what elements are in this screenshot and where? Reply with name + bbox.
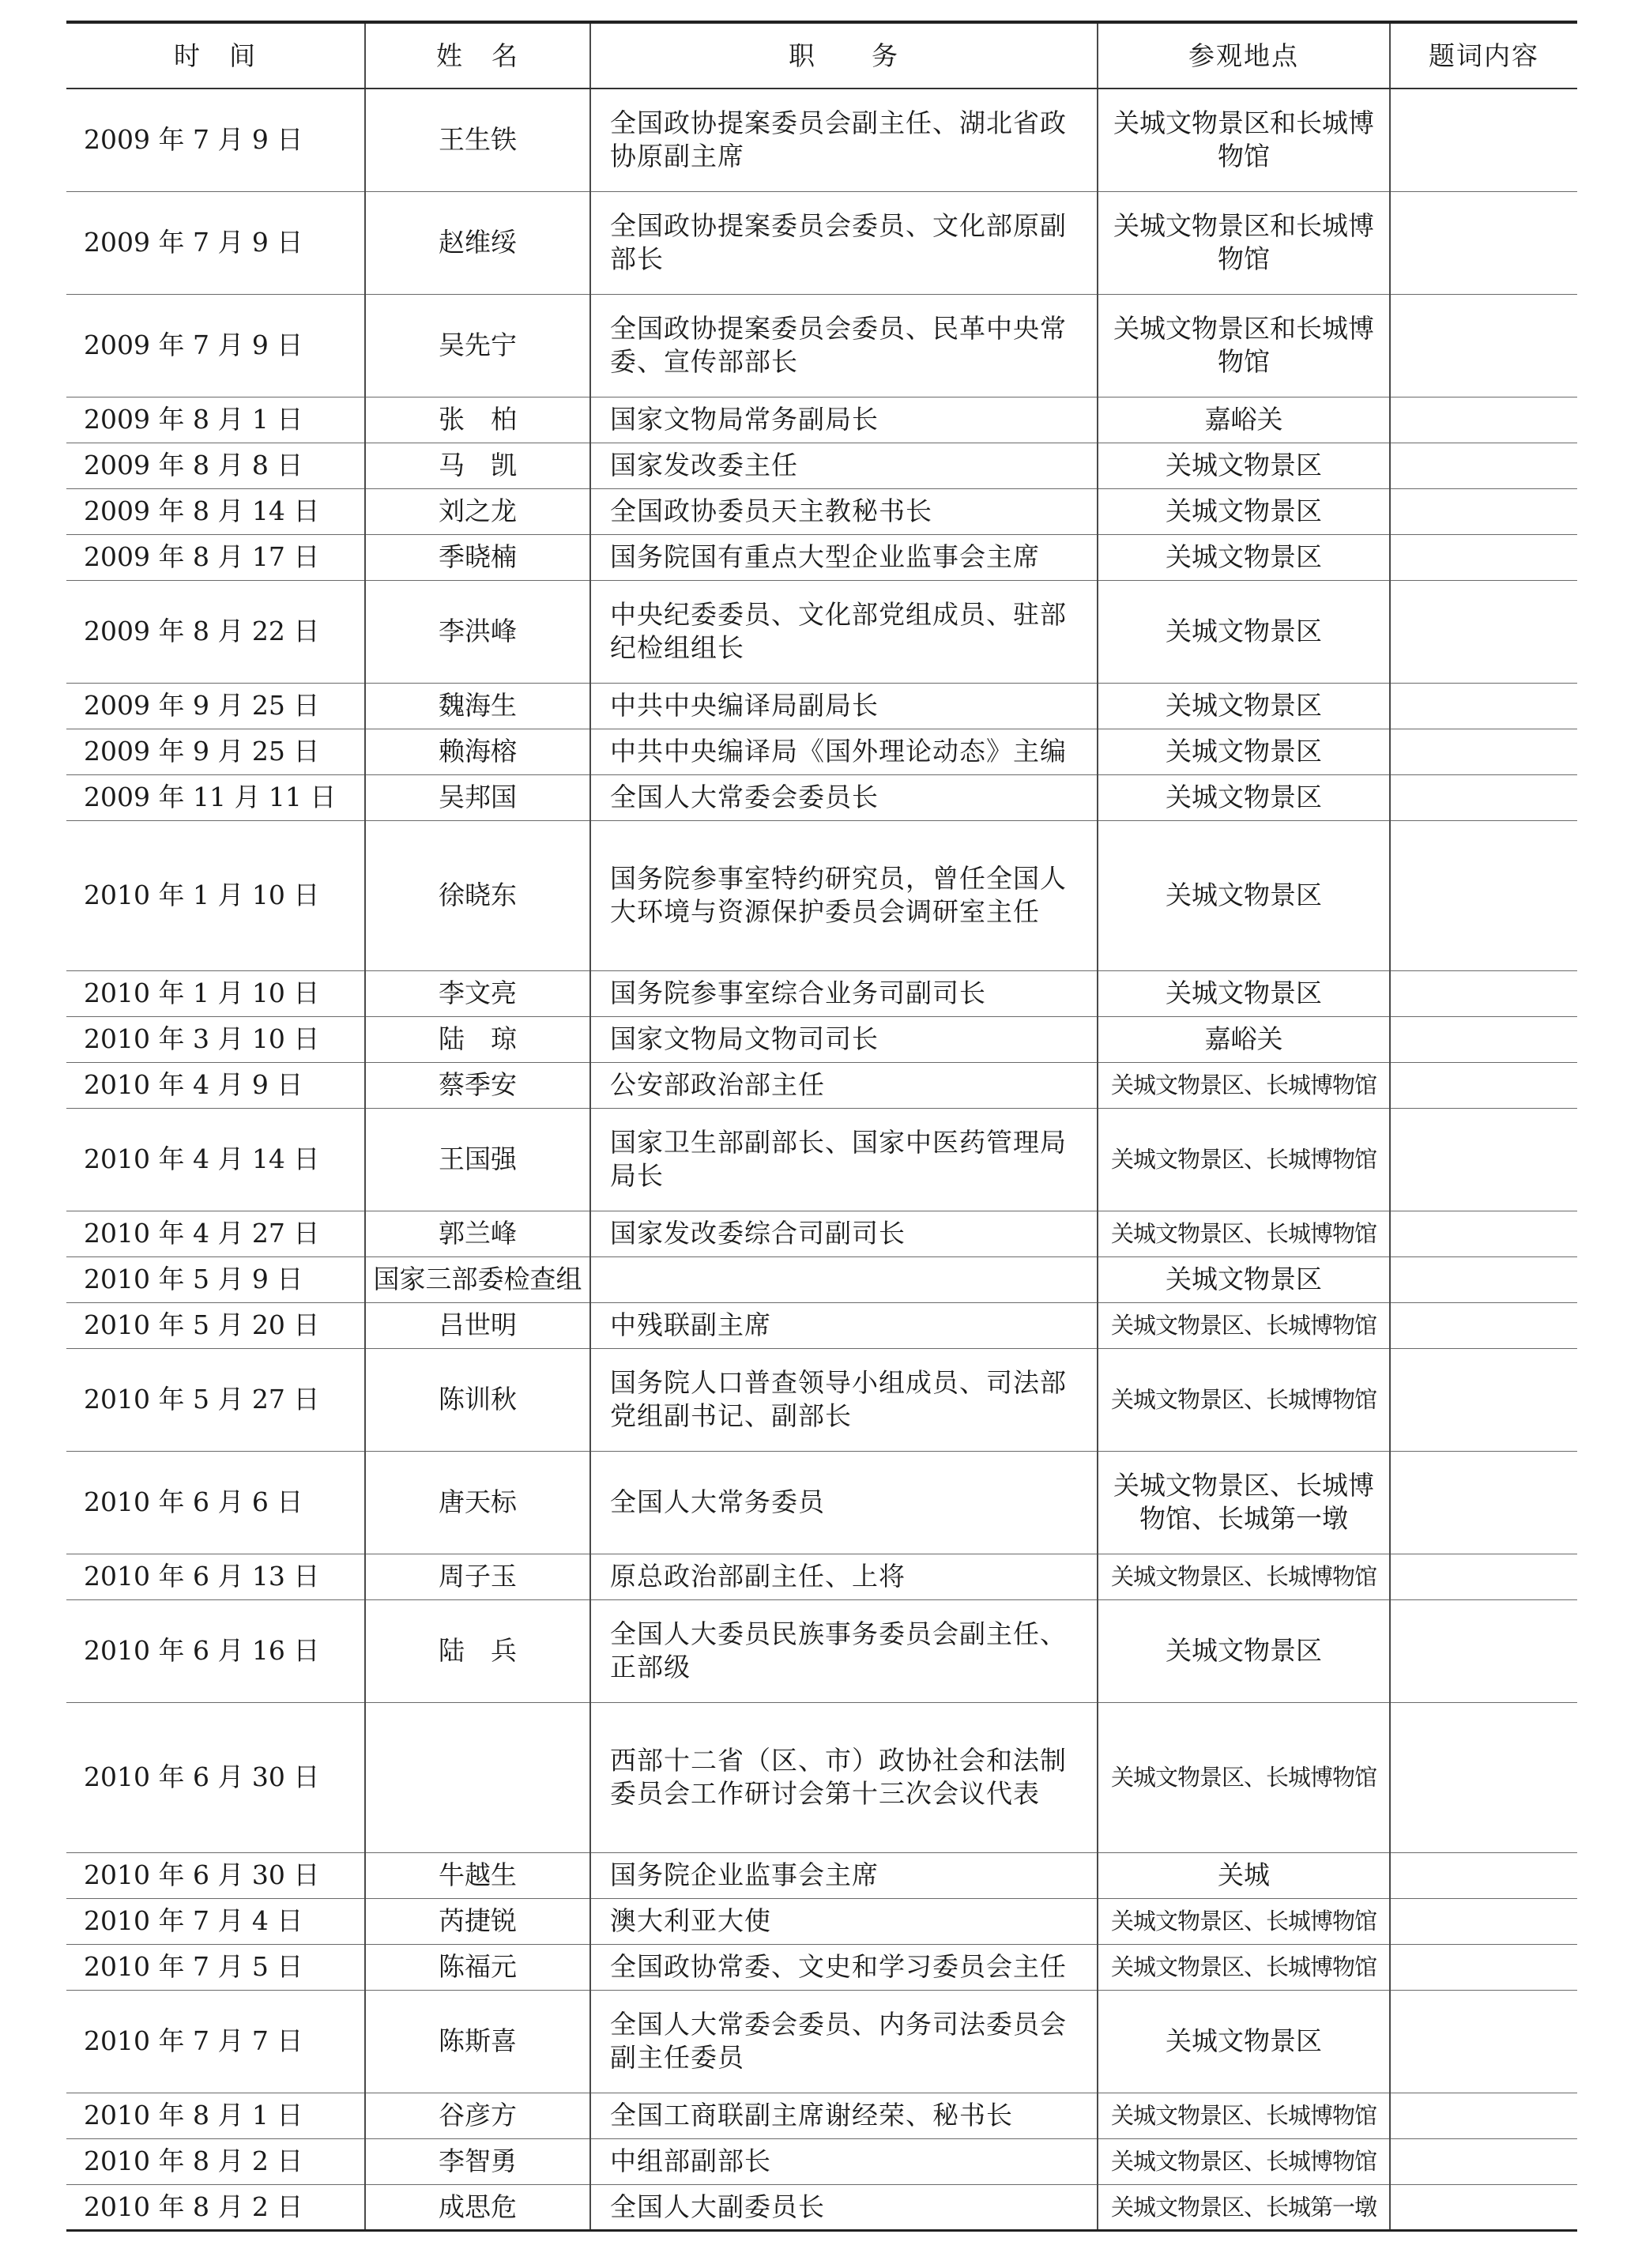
table-row bbox=[66, 1211, 1577, 1256]
cell-date: 2010 年 5 月 27 日 bbox=[66, 1348, 365, 1451]
cell-name: 赖海榕 bbox=[365, 729, 590, 774]
cell-name: 吴先宁 bbox=[365, 294, 590, 397]
cell-inscription bbox=[1390, 820, 1577, 970]
cell-name: 陈福元 bbox=[365, 1944, 590, 1990]
cell-inscription bbox=[1390, 191, 1577, 294]
cell-inscription bbox=[1390, 2184, 1577, 2230]
cell-inscription bbox=[1390, 1702, 1577, 1852]
table-row bbox=[66, 1451, 1577, 1554]
table-row bbox=[66, 729, 1577, 774]
table-row bbox=[66, 1016, 1577, 1062]
cell-place: 关城文物景区 bbox=[1098, 970, 1390, 1016]
cell-place: 关城文物景区 bbox=[1098, 488, 1390, 534]
header-position: 职 务 bbox=[590, 22, 1098, 89]
cell-date: 2009 年 8 月 1 日 bbox=[66, 397, 365, 443]
cell-date: 2010 年 7 月 4 日 bbox=[66, 1898, 365, 1944]
cell-position: 中共中央编译局副局长 bbox=[590, 683, 1098, 729]
cell-place: 关城文物景区 bbox=[1098, 1990, 1390, 2093]
cell-inscription bbox=[1390, 2093, 1577, 2138]
cell-name: 陆 兵 bbox=[365, 1599, 590, 1702]
cell-place: 关城文物景区 bbox=[1098, 1256, 1390, 1302]
cell-date: 2010 年 7 月 7 日 bbox=[66, 1990, 365, 2093]
cell-name: 成思危 bbox=[365, 2184, 590, 2230]
cell-inscription bbox=[1390, 1944, 1577, 1990]
table-row bbox=[66, 1599, 1577, 1702]
cell-inscription bbox=[1390, 683, 1577, 729]
header-time: 时 间 bbox=[66, 22, 365, 89]
cell-date: 2009 年 8 月 22 日 bbox=[66, 580, 365, 683]
cell-inscription bbox=[1390, 1852, 1577, 1898]
table-header bbox=[66, 22, 1577, 89]
cell-date: 2010 年 5 月 9 日 bbox=[66, 1256, 365, 1302]
cell-position: 公安部政治部主任 bbox=[590, 1062, 1098, 1108]
cell-date: 2010 年 6 月 16 日 bbox=[66, 1599, 365, 1702]
cell-name: 徐晓东 bbox=[365, 820, 590, 970]
cell-name bbox=[365, 1702, 590, 1852]
cell-date: 2010 年 4 月 9 日 bbox=[66, 1062, 365, 1108]
cell-inscription bbox=[1390, 1599, 1577, 1702]
cell-position: 国家文物局常务副局长 bbox=[590, 397, 1098, 443]
cell-date: 2010 年 6 月 30 日 bbox=[66, 1852, 365, 1898]
table-row bbox=[66, 820, 1577, 970]
cell-date: 2009 年 11 月 11 日 bbox=[66, 774, 365, 820]
cell-position: 全国政协委员天主教秘书长 bbox=[590, 488, 1098, 534]
cell-position: 中组部副部长 bbox=[590, 2138, 1098, 2184]
cell-inscription bbox=[1390, 1211, 1577, 1256]
cell-place: 关城文物景区 bbox=[1098, 580, 1390, 683]
cell-date: 2010 年 4 月 14 日 bbox=[66, 1108, 365, 1211]
table-body bbox=[66, 89, 1577, 2230]
table-row bbox=[66, 1702, 1577, 1852]
cell-inscription bbox=[1390, 1108, 1577, 1211]
document-page bbox=[66, 21, 1577, 2232]
cell-position: 中央纪委委员、文化部党组成员、驻部纪检组组长 bbox=[590, 580, 1098, 683]
cell-position: 国务院人口普查领导小组成员、司法部党组副书记、副部长 bbox=[590, 1348, 1098, 1451]
cell-position: 中共中央编译局《国外理论动态》主编 bbox=[590, 729, 1098, 774]
cell-name: 赵维绥 bbox=[365, 191, 590, 294]
cell-place: 关城文物景区、长城博物馆 bbox=[1098, 1702, 1390, 1852]
cell-position: 国家发改委主任 bbox=[590, 443, 1098, 488]
table-row bbox=[66, 89, 1577, 191]
cell-inscription bbox=[1390, 1016, 1577, 1062]
table-row bbox=[66, 580, 1577, 683]
cell-inscription bbox=[1390, 443, 1577, 488]
table-row bbox=[66, 1302, 1577, 1348]
table-row bbox=[66, 191, 1577, 294]
cell-position: 国务院国有重点大型企业监事会主席 bbox=[590, 534, 1098, 580]
table-row bbox=[66, 970, 1577, 1016]
cell-place: 嘉峪关 bbox=[1098, 1016, 1390, 1062]
cell-name: 陆 琼 bbox=[365, 1016, 590, 1062]
header-place: 参观地点 bbox=[1098, 22, 1390, 89]
cell-name: 李文亮 bbox=[365, 970, 590, 1016]
cell-place: 关城文物景区、长城博物馆 bbox=[1098, 1108, 1390, 1211]
cell-place: 关城文物景区、长城博物馆 bbox=[1098, 1302, 1390, 1348]
cell-name: 芮捷锐 bbox=[365, 1898, 590, 1944]
cell-name: 唐天标 bbox=[365, 1451, 590, 1554]
table-row bbox=[66, 1554, 1577, 1599]
table-row bbox=[66, 1348, 1577, 1451]
table-row bbox=[66, 1062, 1577, 1108]
cell-place: 关城文物景区、长城博物馆 bbox=[1098, 1211, 1390, 1256]
cell-inscription bbox=[1390, 774, 1577, 820]
cell-position: 全国人大委员民族事务委员会副主任、正部级 bbox=[590, 1599, 1098, 1702]
cell-name: 魏海生 bbox=[365, 683, 590, 729]
cell-place: 关城文物景区 bbox=[1098, 1599, 1390, 1702]
cell-name: 周子玉 bbox=[365, 1554, 590, 1599]
cell-date: 2010 年 1 月 10 日 bbox=[66, 820, 365, 970]
table-row bbox=[66, 1944, 1577, 1990]
cell-date: 2010 年 8 月 2 日 bbox=[66, 2184, 365, 2230]
cell-name: 季晓楠 bbox=[365, 534, 590, 580]
cell-position: 全国工商联副主席谢经荣、秘书长 bbox=[590, 2093, 1098, 2138]
cell-place: 关城文物景区 bbox=[1098, 534, 1390, 580]
cell-position bbox=[590, 1256, 1098, 1302]
table-row bbox=[66, 1256, 1577, 1302]
cell-date: 2009 年 9 月 25 日 bbox=[66, 683, 365, 729]
cell-place: 关城文物景区、长城第一墩 bbox=[1098, 2184, 1390, 2230]
cell-place: 关城文物景区、长城博物馆、长城第一墩 bbox=[1098, 1451, 1390, 1554]
cell-date: 2010 年 5 月 20 日 bbox=[66, 1302, 365, 1348]
cell-name: 郭兰峰 bbox=[365, 1211, 590, 1256]
cell-name: 李洪峰 bbox=[365, 580, 590, 683]
cell-place: 关城文物景区和长城博物馆 bbox=[1098, 294, 1390, 397]
cell-position: 国务院企业监事会主席 bbox=[590, 1852, 1098, 1898]
cell-position: 澳大利亚大使 bbox=[590, 1898, 1098, 1944]
cell-date: 2010 年 3 月 10 日 bbox=[66, 1016, 365, 1062]
cell-name: 国家三部委检查组 bbox=[365, 1256, 590, 1302]
cell-name: 谷彦方 bbox=[365, 2093, 590, 2138]
table-row bbox=[66, 1852, 1577, 1898]
cell-date: 2010 年 6 月 30 日 bbox=[66, 1702, 365, 1852]
cell-inscription bbox=[1390, 1256, 1577, 1302]
cell-inscription bbox=[1390, 488, 1577, 534]
cell-place: 嘉峪关 bbox=[1098, 397, 1390, 443]
cell-position: 原总政治部副主任、上将 bbox=[590, 1554, 1098, 1599]
table-row bbox=[66, 1898, 1577, 1944]
cell-name: 吕世明 bbox=[365, 1302, 590, 1348]
cell-date: 2010 年 8 月 2 日 bbox=[66, 2138, 365, 2184]
cell-name: 马 凯 bbox=[365, 443, 590, 488]
cell-position: 国家发改委综合司副司长 bbox=[590, 1211, 1098, 1256]
cell-inscription bbox=[1390, 729, 1577, 774]
cell-name: 王国强 bbox=[365, 1108, 590, 1211]
cell-position: 全国人大副委员长 bbox=[590, 2184, 1098, 2230]
cell-position: 全国人大常委会委员长 bbox=[590, 774, 1098, 820]
cell-place: 关城文物景区、长城博物馆 bbox=[1098, 1062, 1390, 1108]
cell-position: 中残联副主席 bbox=[590, 1302, 1098, 1348]
cell-position: 全国政协提案委员会委员、民革中央常委、宣传部部长 bbox=[590, 294, 1098, 397]
cell-position: 全国政协提案委员会委员、文化部原副部长 bbox=[590, 191, 1098, 294]
table-row bbox=[66, 488, 1577, 534]
cell-place: 关城文物景区 bbox=[1098, 443, 1390, 488]
cell-name: 陈训秋 bbox=[365, 1348, 590, 1451]
cell-place: 关城文物景区 bbox=[1098, 774, 1390, 820]
cell-place: 关城文物景区、长城博物馆 bbox=[1098, 2138, 1390, 2184]
cell-name: 吴邦国 bbox=[365, 774, 590, 820]
cell-place: 关城文物景区 bbox=[1098, 729, 1390, 774]
cell-place: 关城文物景区 bbox=[1098, 820, 1390, 970]
cell-inscription bbox=[1390, 580, 1577, 683]
table-row bbox=[66, 294, 1577, 397]
cell-inscription bbox=[1390, 534, 1577, 580]
cell-date: 2010 年 6 月 6 日 bbox=[66, 1451, 365, 1554]
cell-inscription bbox=[1390, 2138, 1577, 2184]
cell-position: 国务院参事室综合业务司副司长 bbox=[590, 970, 1098, 1016]
cell-date: 2010 年 8 月 1 日 bbox=[66, 2093, 365, 2138]
cell-place: 关城文物景区、长城博物馆 bbox=[1098, 1348, 1390, 1451]
header-inscription: 题词内容 bbox=[1390, 22, 1577, 89]
cell-place: 关城文物景区和长城博物馆 bbox=[1098, 89, 1390, 191]
cell-date: 2009 年 8 月 8 日 bbox=[66, 443, 365, 488]
cell-inscription bbox=[1390, 294, 1577, 397]
cell-position: 全国人大常务委员 bbox=[590, 1451, 1098, 1554]
table-row bbox=[66, 534, 1577, 580]
cell-inscription bbox=[1390, 970, 1577, 1016]
cell-position: 全国人大常委会委员、内务司法委员会副主任委员 bbox=[590, 1990, 1098, 2093]
cell-inscription bbox=[1390, 1554, 1577, 1599]
cell-inscription bbox=[1390, 1898, 1577, 1944]
table-row bbox=[66, 2093, 1577, 2138]
cell-name: 蔡季安 bbox=[365, 1062, 590, 1108]
cell-position: 国家卫生部副部长、国家中医药管理局局长 bbox=[590, 1108, 1098, 1211]
cell-place: 关城文物景区、长城博物馆 bbox=[1098, 2093, 1390, 2138]
cell-inscription bbox=[1390, 1348, 1577, 1451]
cell-inscription bbox=[1390, 1302, 1577, 1348]
table-row bbox=[66, 443, 1577, 488]
table-row bbox=[66, 774, 1577, 820]
cell-position: 国家文物局文物司司长 bbox=[590, 1016, 1098, 1062]
cell-position: 国务院参事室特约研究员，曾任全国人大环境与资源保护委员会调研室主任 bbox=[590, 820, 1098, 970]
cell-place: 关城文物景区和长城博物馆 bbox=[1098, 191, 1390, 294]
cell-date: 2009 年 7 月 9 日 bbox=[66, 89, 365, 191]
cell-place: 关城文物景区 bbox=[1098, 683, 1390, 729]
cell-position: 全国政协提案委员会副主任、湖北省政协原副主席 bbox=[590, 89, 1098, 191]
cell-date: 2010 年 7 月 5 日 bbox=[66, 1944, 365, 1990]
cell-date: 2009 年 7 月 9 日 bbox=[66, 191, 365, 294]
cell-inscription bbox=[1390, 1451, 1577, 1554]
cell-name: 陈斯喜 bbox=[365, 1990, 590, 2093]
cell-position: 西部十二省（区、市）政协社会和法制委员会工作研讨会第十三次会议代表 bbox=[590, 1702, 1098, 1852]
table-row bbox=[66, 1108, 1577, 1211]
table-row bbox=[66, 683, 1577, 729]
cell-inscription bbox=[1390, 397, 1577, 443]
cell-place: 关城文物景区、长城博物馆 bbox=[1098, 1944, 1390, 1990]
visitors-table bbox=[66, 21, 1577, 2232]
cell-name: 李智勇 bbox=[365, 2138, 590, 2184]
cell-date: 2010 年 6 月 13 日 bbox=[66, 1554, 365, 1599]
cell-inscription bbox=[1390, 1990, 1577, 2093]
cell-position: 全国政协常委、文史和学习委员会主任 bbox=[590, 1944, 1098, 1990]
cell-name: 王生铁 bbox=[365, 89, 590, 191]
cell-name: 刘之龙 bbox=[365, 488, 590, 534]
cell-date: 2009 年 7 月 9 日 bbox=[66, 294, 365, 397]
table-row bbox=[66, 2184, 1577, 2230]
table-row bbox=[66, 2138, 1577, 2184]
cell-inscription bbox=[1390, 89, 1577, 191]
cell-date: 2010 年 1 月 10 日 bbox=[66, 970, 365, 1016]
table-row bbox=[66, 1990, 1577, 2093]
cell-inscription bbox=[1390, 1062, 1577, 1108]
cell-name: 张 柏 bbox=[365, 397, 590, 443]
cell-date: 2010 年 4 月 27 日 bbox=[66, 1211, 365, 1256]
table-row bbox=[66, 397, 1577, 443]
cell-date: 2009 年 8 月 17 日 bbox=[66, 534, 365, 580]
cell-date: 2009 年 9 月 25 日 bbox=[66, 729, 365, 774]
cell-date: 2009 年 8 月 14 日 bbox=[66, 488, 365, 534]
cell-place: 关城文物景区、长城博物馆 bbox=[1098, 1898, 1390, 1944]
cell-place: 关城文物景区、长城博物馆 bbox=[1098, 1554, 1390, 1599]
cell-name: 牛越生 bbox=[365, 1852, 590, 1898]
cell-place: 关城 bbox=[1098, 1852, 1390, 1898]
header-name: 姓 名 bbox=[365, 22, 590, 89]
